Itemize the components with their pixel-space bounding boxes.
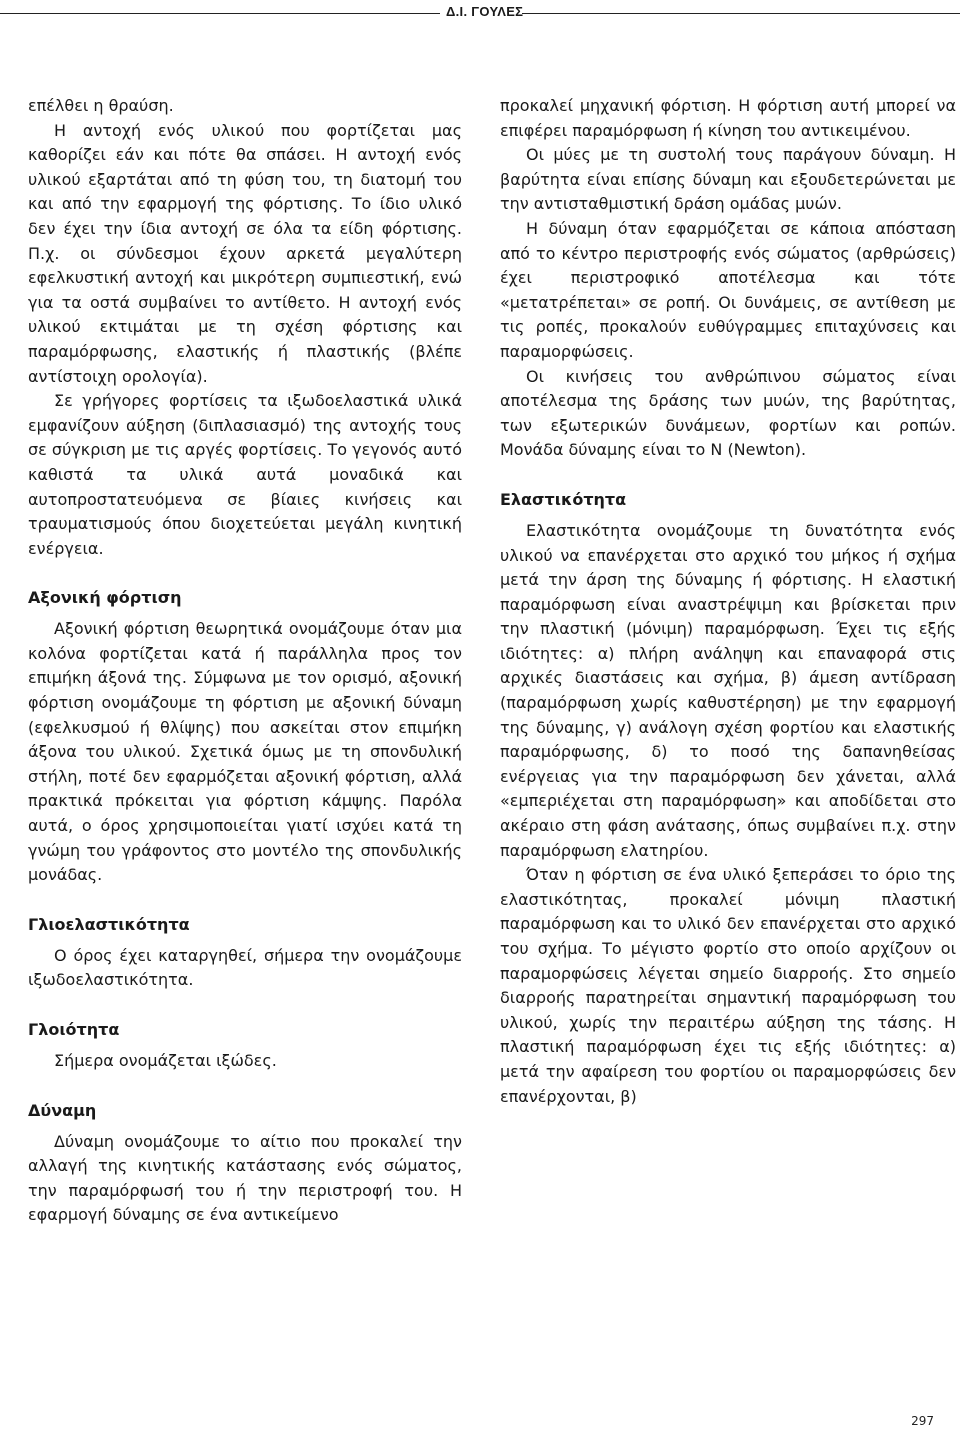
header-rule-left [0, 13, 440, 14]
section-heading-elasticity: Ελαστικότητα [500, 489, 627, 509]
paragraph: Όταν η φόρτιση σε ένα υλικό ξεπεράσει το όριο της ελαστικότητας, προκαλεί μόνιμη πλαστική παραμόρφωση και το υλικό δεν επανέρχεται στο αρχικό του σχήμα. Το μέγιστο φορτίο στο οποίο αρχίζουν οι παραμορφώσεις λέγεται σημείο διαρροής. Στο σημείο διαρροής παρατηρείται σημαντική παραμόρφωση του υλικού, χωρίς την περαιτέρω αύξηση της τάσης. Η πλαστική παραμόρφωση έχει τις εξής ιδιότητες: α) μετά την αφαίρεση του φορτίου οι παραμορφώσεις δεν επανέρχονται, β) [500, 865, 956, 1106]
header-rule-right [522, 13, 960, 14]
paragraph: Σήμερα ονομάζεται ιξώδες. [54, 1051, 277, 1070]
header-title: Δ.Ι. ΓΟΥΛΕΣ [446, 4, 524, 19]
paragraph: προκαλεί μηχανική φόρτιση. Η φόρτιση αυτή μπορεί να επιφέρει παραμόρφωση ή κίνηση του αντικειμένου. [500, 96, 956, 140]
paragraph: Οι κινήσεις του ανθρώπινου σώματος είναι αποτέλεσμα της δράσης των μυών, της βαρύτητας, των εξωτερικών δυνάμεων, φορτίων και ροπών. Μονάδα δύναμης είναι το N (Newton). [500, 366, 956, 460]
paragraph: Δύναμη ονομάζουμε το αίτιο που προκαλεί την αλλαγή της κινητικής κατάστασης ενός σώματος, την παραμόρφωσή του ή την περιστροφή του. Η εφαρμογή δύναμης σε ένα αντικείμενο [28, 1131, 462, 1225]
paragraph: Ο όρος έχει καταργηθεί, σήμερα την ονομάζουμε ιξωδοελαστικότητα. [28, 945, 462, 990]
section-heading-viscosity: Γλοιότητα [28, 1020, 120, 1039]
page-number: 297 [911, 1414, 934, 1428]
paragraph: Η αντοχή ενός υλικού που φορτίζεται μας καθορίζει εάν και πότε θα σπάσει. Η αντοχή ενός υλικού εξαρτάται από τη φύση του, τη διατομή του και από την εφαρμογή της φόρτισης. Το ίδιο υλικό δεν έχει την ίδια αντοχή σε όλα τα είδη φόρτισης. Π.χ. οι σύνδεσμοι έχουν αρκετά μεγαλύτερη εφελκυστική αντοχή και μικρότερη συμπιεστική, ενώ για τα οστά συμβαίνει το αντίθετο. Η αντοχή ενός υλικού εκτιμάται με τη σχέση φόρτισης και παραμόρφωσης, ελαστικής ή πλαστικής (βλέπε αντίστοιχη ορολογία). [28, 120, 462, 386]
paragraph: Ελαστικότητα ονομάζουμε τη δυνατότητα ενός υλικού να επανέρχεται στο αρχικό του μήκος ή σχήμα μετά την άρση της δύναμης ή φόρτισης. Η ελαστική παραμόρφωση είναι αναστρέψιμη και βρίσκεται πριν την πλαστική (μόνιμη) παραμόρφωση. Έχει τις εξής ιδιότητες: α) πλήρη ανάληψη και επαναφορά στις αρχικές διαστάσεις και σχήμα, β) άμεση αντίδραση (παραμόρφωση χωρίς καθυστέρηση) με την εφαρμογή της δύναμης, γ) ανάλογη σχέση φορτίου και ελαστικής παραμόρφωσης, δ) το ποσό της δαπανηθείσας ενέργειας για την παραμόρφωση δεν χάνεται, αλλά «εμπεριέχεται στη παραμόρφωση» και αποδίδεται στο ακέραιο στη φάση ανάτασης, όπως συμβαίνει π.χ. στην παραμόρφωση ελατηρίου. [500, 520, 956, 860]
right-column [500, 94, 956, 1109]
paragraph: Σε γρήγορες φορτίσεις τα ιξωδοελαστικά υλικά εμφανίζουν αύξηση (διπλασιασμό) της αντοχής τους σε σύγκριση με τις αργές φορτίσεις. Το γεγονός αυτό καθιστά τα υλικά αυτά μοναδικά και αυτοπροστατευόμενα σε βίαιες κινήσεις και τραυματισμούς όπου διοχετεύεται μεγάλη κινητική ενέργεια. [28, 391, 462, 558]
section-heading-axial-loading: Αξονική φόρτιση [28, 588, 182, 608]
section-heading-force: Δύναμη [28, 1100, 97, 1120]
paragraph: Αξονική φόρτιση θεωρητικά ονομάζουμε όταν μια κολόνα φορτίζεται κατά ή παράλληλα προς τον επιμήκη άξονά της. Σύμφωνα με τον ορισμό, αξονική φόρτιση ονομάζουμε τη φόρτιση με αξονική δύναμη (εφελκυσμού ή θλίψης) που ασκείται στον επιμήκη άξονα του υλικού. Σχετικά όμως με τη σπονδυλική στήλη, ποτέ δεν εφαρμόζεται αξονική φόρτιση, αλλά πρακτικά πρόκειται για φόρτιση κάμψης. Παρόλα αυτά, ο όρος χρησιμοποιείται γιατί ισχύει κατά τη γνώμη του γράφοντος στο μοντέλο της σπονδυλικής μονάδας. [28, 619, 462, 885]
left-column [28, 94, 462, 1228]
paragraph: Οι μύες με τη συστολή τους παράγουν δύναμη. Η βαρύτητα είναι επίσης δύναμη και εξουδετερώνεται με την αντισταθμιστική δράση ομάδας μυών. [500, 145, 956, 214]
paragraph: επέλθει η θραύση. [28, 96, 174, 115]
running-header [0, 4, 960, 24]
paragraph: Η δύναμη όταν εφαρμόζεται σε κάποια απόσταση από το κέντρο περιστροφής ενός σώματος (αρθρώσεις) έχει περιστροφικό αποτέλεσμα και τότε «μετατρέπεται» σε ροπή. Οι δυνάμεις, σε αντίθεση με τις ροπές, προκαλούν ευθύγραμμες επιταχύνσεις και παραμορφώσεις. [500, 218, 956, 361]
section-heading-glioelasticity: Γλιοελαστικότητα [28, 914, 190, 934]
